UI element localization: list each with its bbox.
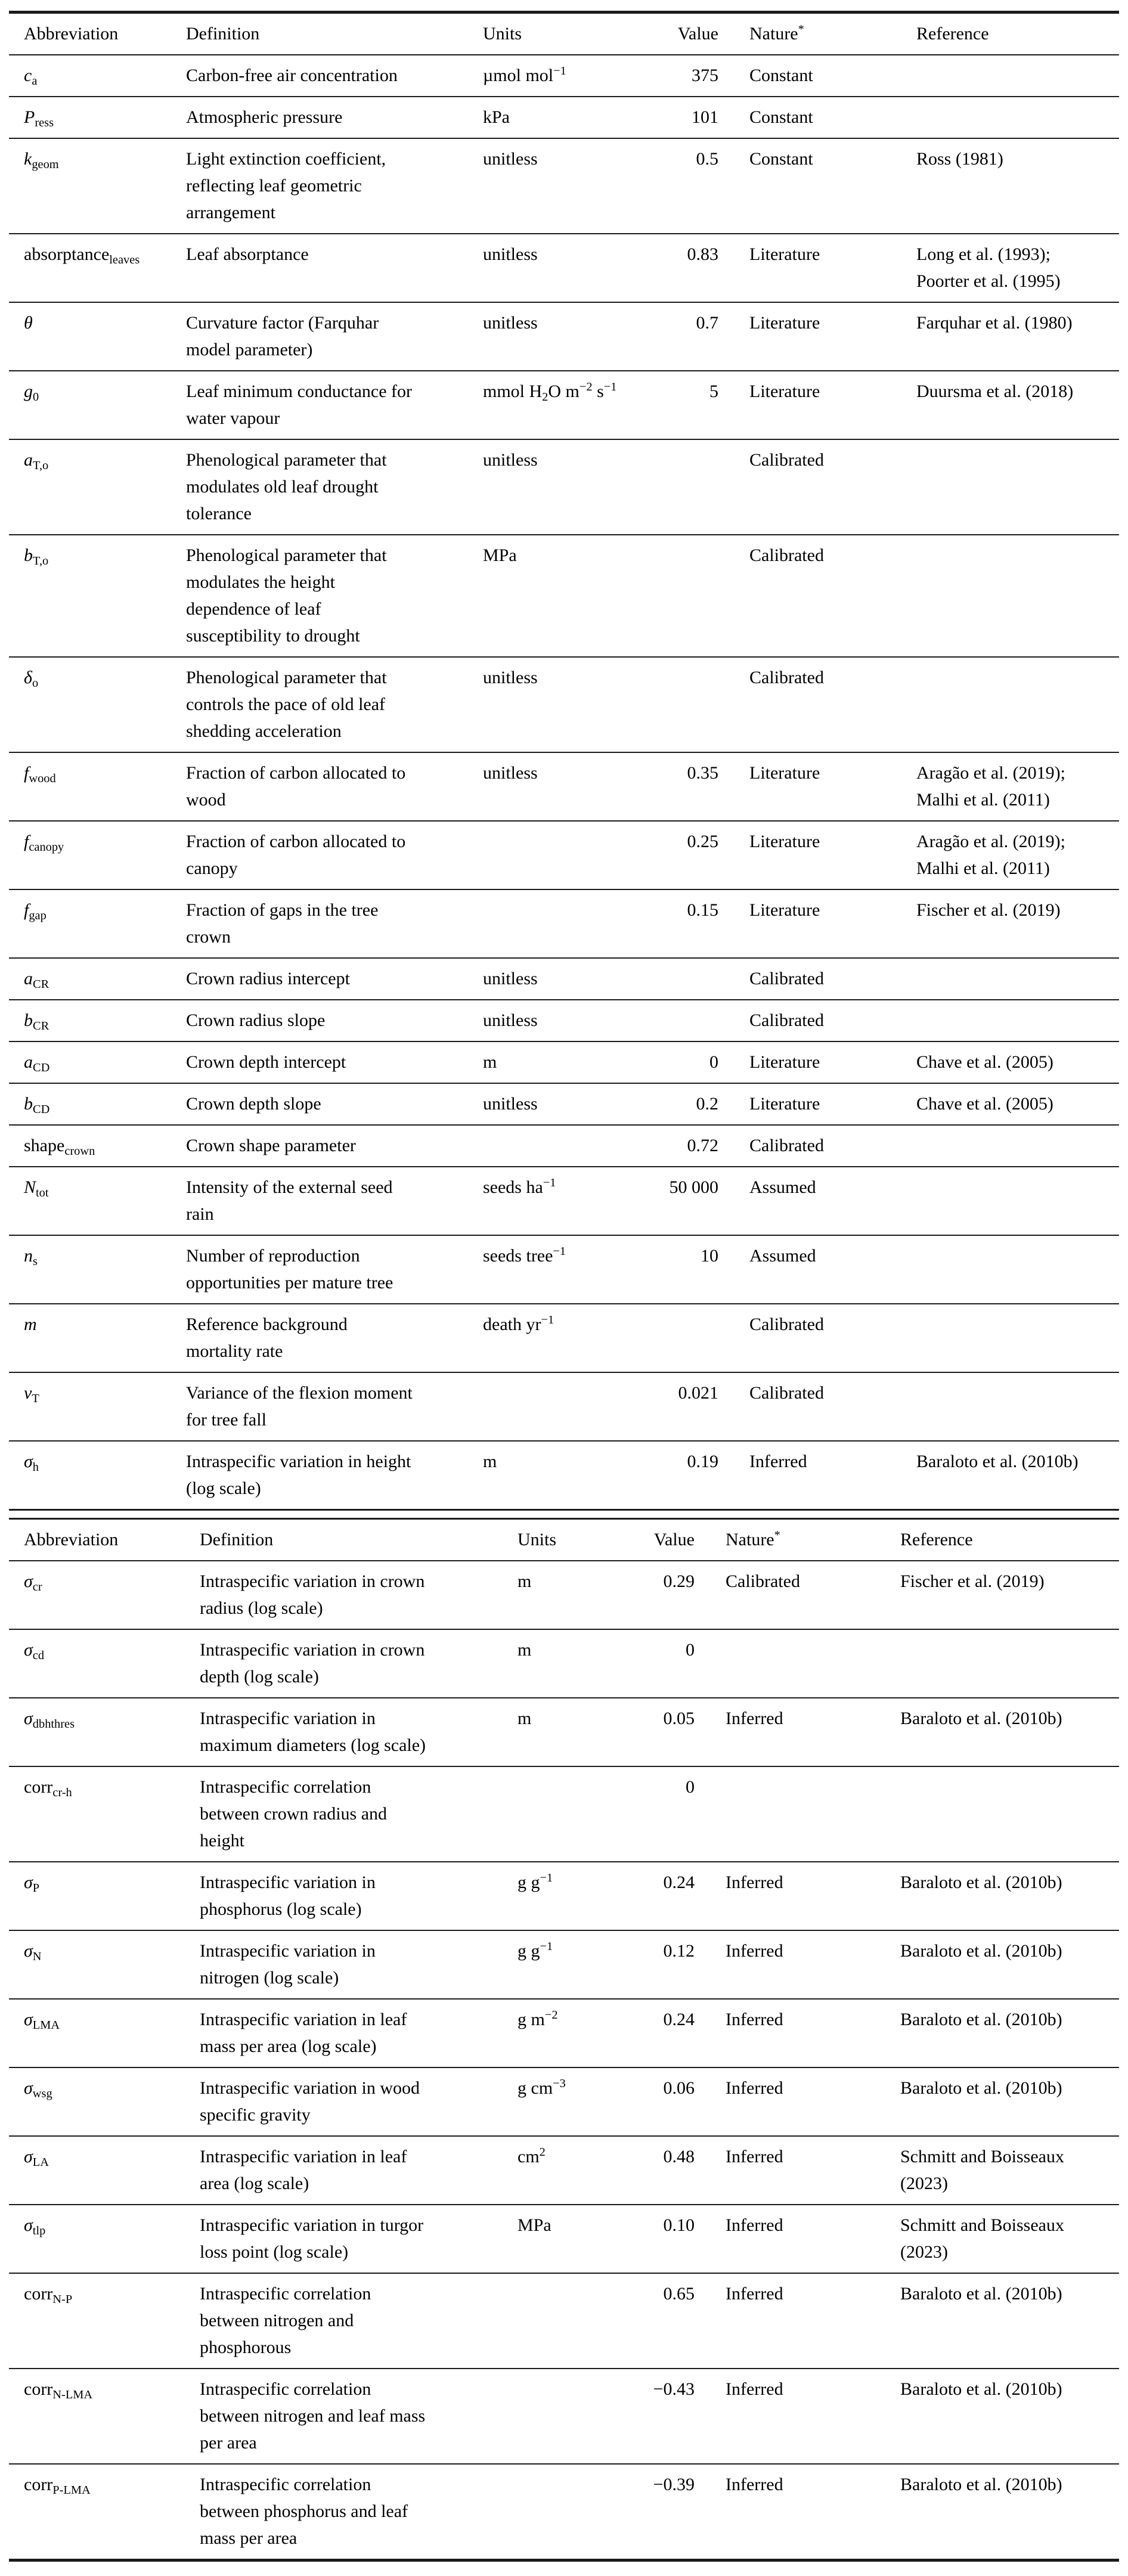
nature-cell xyxy=(695,1766,900,1862)
table-body-section-2 xyxy=(9,1561,1119,2560)
reference-cell xyxy=(916,1235,1119,1304)
nature-cell: Calibrated xyxy=(718,958,916,1000)
reference-cell: Duursma et al. (2018) xyxy=(916,371,1119,439)
abbreviation-cell: corr$_{N-P}$ xyxy=(9,2273,200,2369)
header-reference: Reference xyxy=(900,1530,973,1549)
abbreviation-cell: θ xyxy=(9,302,186,371)
nature-cell: Inferred xyxy=(695,2369,900,2464)
abbreviation-cell: $v_T$ xyxy=(9,1372,186,1441)
reference-cell: Chave et al. (2005) xyxy=(916,1041,1119,1083)
definition-cell: Intraspecific variation in height (log scale) xyxy=(186,1441,483,1510)
abbreviation-cell: $\sigma_{LA}$ xyxy=(9,2136,200,2205)
value-cell: 0.24 xyxy=(641,1999,695,2067)
nature-cell: Literature xyxy=(718,821,916,889)
reference-cell xyxy=(916,958,1119,1000)
abbreviation-cell: $f_{canopy}$ xyxy=(9,821,186,889)
nature-cell: Inferred xyxy=(695,2205,900,2273)
reference-cell: Baraloto et al. (2010b) xyxy=(900,2369,1119,2464)
units-cell: unitless xyxy=(483,1000,650,1041)
definition-cell: Intraspecific correlation between nitrogen and phosphorous xyxy=(200,2273,517,2369)
abbreviation-cell: corr$_{P-LMA}$ xyxy=(9,2464,200,2560)
units-cell xyxy=(483,1125,650,1167)
nature-cell: Calibrated xyxy=(718,1125,916,1167)
header-row xyxy=(9,13,1119,55)
header-abbreviation: Abbreviation xyxy=(24,1530,119,1549)
units-cell: g $g^{-1}$ xyxy=(517,1930,641,1999)
abbreviation-cell: m xyxy=(9,1304,186,1372)
reference-cell xyxy=(916,657,1119,752)
units-cell: g $m^{-2}$ xyxy=(517,1999,641,2067)
header-units: Units xyxy=(517,1530,557,1549)
reference-cell xyxy=(916,1167,1119,1235)
nature-cell: Inferred xyxy=(695,2067,900,2136)
units-cell: mmol $H_2O$ $m^{-2}$ $s^{-1}$ xyxy=(483,371,650,439)
header-definition: Definition xyxy=(200,1530,274,1549)
definition-cell: Intraspecific variation in leaf area (log scale) xyxy=(200,2136,517,2205)
units-cell: seeds $ha^{-1}$ xyxy=(483,1167,650,1235)
definition-cell: Reference background mortality rate xyxy=(186,1304,483,1372)
abbreviation-cell: $\sigma_{cd}$ xyxy=(9,1629,200,1698)
definition-cell: Number of reproduction opportunities per mature tree xyxy=(186,1235,483,1304)
value-cell: 50 000 xyxy=(650,1167,718,1235)
table-row xyxy=(9,138,1119,234)
reference-cell: Baraloto et al. (2010b) xyxy=(900,1999,1119,2067)
nature-cell: Literature xyxy=(718,889,916,958)
units-cell xyxy=(517,2369,641,2464)
definition-cell: Fraction of carbon allocated to wood xyxy=(186,752,483,821)
reference-cell: Schmitt and Boisseaux (2023) xyxy=(900,2136,1119,2205)
table-row xyxy=(9,234,1119,302)
reference-cell xyxy=(916,1125,1119,1167)
table-row xyxy=(9,2136,1119,2205)
table-row xyxy=(9,1441,1119,1510)
table-row xyxy=(9,1372,1119,1441)
table-row xyxy=(9,1766,1119,1862)
units-cell: g $g^{-1}$ xyxy=(517,1862,641,1930)
table-row xyxy=(9,1000,1119,1041)
nature-cell: Inferred xyxy=(718,1441,916,1510)
nature-cell: Calibrated xyxy=(718,535,916,657)
table-row xyxy=(9,302,1119,371)
units-cell: unitless xyxy=(483,302,650,371)
abbreviation-cell: $b_{CD}$ xyxy=(9,1083,186,1125)
reference-cell: Baraloto et al. (2010b) xyxy=(900,2464,1119,2560)
reference-cell xyxy=(916,439,1119,535)
reference-cell xyxy=(916,55,1119,97)
table-row xyxy=(9,1125,1119,1167)
header-nature: Nature* xyxy=(749,22,804,44)
definition-cell: Intraspecific variation in wood specific gravity xyxy=(200,2067,517,2136)
header-units: Units xyxy=(483,24,522,44)
nature-cell: Constant xyxy=(718,97,916,138)
units-cell: m xyxy=(483,1041,650,1083)
nature-cell: Assumed xyxy=(718,1235,916,1304)
value-cell xyxy=(650,1304,718,1372)
value-cell: 0.15 xyxy=(650,889,718,958)
value-cell: 0.35 xyxy=(650,752,718,821)
value-cell xyxy=(650,657,718,752)
units-cell: kPa xyxy=(483,97,650,138)
reference-cell xyxy=(916,1304,1119,1372)
table-row xyxy=(9,1930,1119,1999)
value-cell: −0.43 xyxy=(641,2369,695,2464)
definition-cell: Light extinction coefficient, reflecting leaf geometric arrangement xyxy=(186,138,483,234)
units-cell: m xyxy=(517,1629,641,1698)
abbreviation-cell: $f_{wood}$ xyxy=(9,752,186,821)
nature-cell: Constant xyxy=(718,138,916,234)
units-cell: m xyxy=(517,1698,641,1766)
abbreviation-cell: $\sigma_{cr}$ xyxy=(9,1561,200,1629)
reference-cell: Ross (1981) xyxy=(916,138,1119,234)
abbreviation-cell: $\delta_o$ xyxy=(9,657,186,752)
units-cell: m xyxy=(517,1561,641,1629)
abbreviation-cell: $n_s$ xyxy=(9,1235,186,1304)
units-cell: MPa xyxy=(517,2205,641,2273)
definition-cell: Fraction of carbon allocated to canopy xyxy=(186,821,483,889)
definition-cell: Intraspecific variation in turgor loss point (log scale) xyxy=(200,2205,517,2273)
value-cell: 101 xyxy=(650,97,718,138)
units-cell xyxy=(517,2273,641,2369)
units-cell: unitless xyxy=(483,752,650,821)
reference-cell xyxy=(900,1629,1119,1698)
table-row xyxy=(9,1304,1119,1372)
abbreviation-cell: $\sigma_N$ xyxy=(9,1930,200,1999)
parameter-table-section-2 xyxy=(9,1518,1119,2562)
table-row xyxy=(9,535,1119,657)
value-cell xyxy=(650,535,718,657)
definition-cell: Intraspecific variation in leaf mass per area (log scale) xyxy=(200,1999,517,2067)
header-value: Value xyxy=(653,1530,695,1549)
units-cell: unitless xyxy=(483,1083,650,1125)
nature-cell: Calibrated xyxy=(718,439,916,535)
table-row xyxy=(9,1235,1119,1304)
table-row xyxy=(9,55,1119,97)
table-row xyxy=(9,1167,1119,1235)
definition-cell: Phenological parameter that controls the pace of old leaf shedding acceleration xyxy=(186,657,483,752)
table-row xyxy=(9,439,1119,535)
units-cell: unitless xyxy=(483,234,650,302)
nature-cell: Literature xyxy=(718,234,916,302)
abbreviation-cell: $\sigma_{tlp}$ xyxy=(9,2205,200,2273)
table-row xyxy=(9,958,1119,1000)
table-row xyxy=(9,2273,1119,2369)
abbreviation-cell: shape$_{crown}$ xyxy=(9,1125,186,1167)
definition-cell: Crown depth intercept xyxy=(186,1041,483,1083)
abbreviation-cell: $a_{CR}$ xyxy=(9,958,186,1000)
reference-cell: Farquhar et al. (1980) xyxy=(916,302,1119,371)
header-row xyxy=(9,1519,1119,1561)
value-cell: 0.2 xyxy=(650,1083,718,1125)
value-cell: 0.83 xyxy=(650,234,718,302)
table-row xyxy=(9,2369,1119,2464)
value-cell: 0.19 xyxy=(650,1441,718,1510)
value-cell: 5 xyxy=(650,371,718,439)
nature-cell xyxy=(695,1629,900,1698)
value-cell: 0.12 xyxy=(641,1930,695,1999)
definition-cell: Intraspecific variation in nitrogen (log scale) xyxy=(200,1930,517,1999)
value-cell: 0.10 xyxy=(641,2205,695,2273)
units-cell: µmol mol$^{-1}$ xyxy=(483,55,650,97)
definition-cell: Atmospheric pressure xyxy=(186,97,483,138)
value-cell: 0.5 xyxy=(650,138,718,234)
nature-cell: Calibrated xyxy=(718,1304,916,1372)
nature-cell: Literature xyxy=(718,371,916,439)
value-cell: 375 xyxy=(650,55,718,97)
value-cell: −0.39 xyxy=(641,2464,695,2560)
definition-cell: Crown radius slope xyxy=(186,1000,483,1041)
units-cell: unitless xyxy=(483,439,650,535)
table-row xyxy=(9,2067,1119,2136)
header-abbreviation: Abbreviation xyxy=(24,24,119,44)
value-cell: 0 xyxy=(641,1766,695,1862)
abbreviation-cell: $P_{ress}$ xyxy=(9,97,186,138)
definition-cell: Intraspecific correlation between phosphorus and leaf mass per area xyxy=(200,2464,517,2560)
value-cell: 0.24 xyxy=(641,1862,695,1930)
value-cell xyxy=(650,958,718,1000)
definition-cell: Crown radius intercept xyxy=(186,958,483,1000)
abbreviation-cell: $\sigma_{dbhthres}$ xyxy=(9,1698,200,1766)
reference-cell xyxy=(916,1372,1119,1441)
abbreviation-cell: $k_{geom}$ xyxy=(9,138,186,234)
abbreviation-cell: $a_{T,o}$ xyxy=(9,439,186,535)
abbreviation-cell: corr$_{cr-h}$ xyxy=(9,1766,200,1862)
units-cell: g $cm^{-3}$ xyxy=(517,2067,641,2136)
abbreviation-cell: corr$_{N-LMA}$ xyxy=(9,2369,200,2464)
value-cell: 0.021 xyxy=(650,1372,718,1441)
definition-cell: Phenological parameter that modulates the height dependence of leaf susceptibility to drought xyxy=(186,535,483,657)
table-row xyxy=(9,1561,1119,1629)
definition-cell: Variance of the flexion moment for tree fall xyxy=(186,1372,483,1441)
definition-cell: Crown depth slope xyxy=(186,1083,483,1125)
value-cell xyxy=(650,439,718,535)
abbreviation-cell: $\sigma_{LMA}$ xyxy=(9,1999,200,2067)
nature-cell: Inferred xyxy=(695,1698,900,1766)
reference-cell: Baraloto et al. (2010b) xyxy=(900,1698,1119,1766)
table-row xyxy=(9,97,1119,138)
nature-cell: Calibrated xyxy=(718,1000,916,1041)
table-row xyxy=(9,821,1119,889)
table-row xyxy=(9,1862,1119,1930)
reference-cell: Fischer et al. (2019) xyxy=(916,889,1119,958)
table-row xyxy=(9,1629,1119,1698)
header-nature: Nature* xyxy=(726,1528,780,1549)
definition-cell: Crown shape parameter xyxy=(186,1125,483,1167)
reference-cell: Aragão et al. (2019); Malhi et al. (2011) xyxy=(916,821,1119,889)
nature-cell: Assumed xyxy=(718,1167,916,1235)
reference-cell: Baraloto et al. (2010b) xyxy=(900,2067,1119,2136)
nature-cell: Literature xyxy=(718,752,916,821)
table-row xyxy=(9,1083,1119,1125)
value-cell: 0.7 xyxy=(650,302,718,371)
table-row xyxy=(9,1698,1119,1766)
nature-cell: Calibrated xyxy=(718,1372,916,1441)
definition-cell: Phenological parameter that modulates old leaf drought tolerance xyxy=(186,439,483,535)
units-cell xyxy=(517,1766,641,1862)
reference-cell: Aragão et al. (2019); Malhi et al. (2011) xyxy=(916,752,1119,821)
nature-cell: Calibrated xyxy=(695,1561,900,1629)
abbreviation-cell: $f_{gap}$ xyxy=(9,889,186,958)
header-definition: Definition xyxy=(186,24,260,44)
table-row xyxy=(9,2464,1119,2560)
value-cell: 0.25 xyxy=(650,821,718,889)
table-body-section-1 xyxy=(9,55,1119,1510)
parameters-table xyxy=(9,11,1119,2562)
value-cell: 0.29 xyxy=(641,1561,695,1629)
abbreviation-cell: $N_{tot}$ xyxy=(9,1167,186,1235)
definition-cell: Intraspecific correlation between crown radius and height xyxy=(200,1766,517,1862)
units-cell: seeds tree$^{-1}$ xyxy=(483,1235,650,1304)
table-header-row-2 xyxy=(9,1519,1119,1561)
definition-cell: Intraspecific variation in crown radius (log scale) xyxy=(200,1561,517,1629)
reference-cell: Baraloto et al. (2010b) xyxy=(900,2273,1119,2369)
value-cell: 0.65 xyxy=(641,2273,695,2369)
definition-cell: Curvature factor (Farquhar model parameter) xyxy=(186,302,483,371)
nature-cell: Inferred xyxy=(695,1930,900,1999)
abbreviation-cell: $a_{CD}$ xyxy=(9,1041,186,1083)
nature-cell: Literature xyxy=(718,1083,916,1125)
reference-cell: Fischer et al. (2019) xyxy=(900,1561,1119,1629)
section-divider-gap xyxy=(9,1511,1119,1518)
nature-cell: Inferred xyxy=(695,1999,900,2067)
units-cell: $cm^2$ xyxy=(517,2136,641,2205)
nature-cell: Inferred xyxy=(695,2464,900,2560)
definition-cell: Intensity of the external seed rain xyxy=(186,1167,483,1235)
abbreviation-cell: $\sigma_h$ xyxy=(9,1441,186,1510)
table-row xyxy=(9,371,1119,439)
value-cell: 0 xyxy=(641,1629,695,1698)
abbreviation-cell: $g_0$ xyxy=(9,371,186,439)
nature-cell: Inferred xyxy=(695,2273,900,2369)
reference-cell: Long et al. (1993); Poorter et al. (1995) xyxy=(916,234,1119,302)
reference-cell xyxy=(916,535,1119,657)
abbreviation-cell: $c_a$ xyxy=(9,55,186,97)
units-cell: unitless xyxy=(483,958,650,1000)
abbreviation-cell: $\sigma_{wsg}$ xyxy=(9,2067,200,2136)
value-cell: 0.72 xyxy=(650,1125,718,1167)
value-cell: 0.48 xyxy=(641,2136,695,2205)
nature-cell: Literature xyxy=(718,1041,916,1083)
definition-cell: Leaf absorptance xyxy=(186,234,483,302)
reference-cell xyxy=(916,1000,1119,1041)
definition-cell: Intraspecific correlation between nitrogen and leaf mass per area xyxy=(200,2369,517,2464)
nature-cell: Constant xyxy=(718,55,916,97)
table-row xyxy=(9,889,1119,958)
value-cell: 10 xyxy=(650,1235,718,1304)
abbreviation-cell: absorptance$_{leaves}$ xyxy=(9,234,186,302)
reference-cell: Baraloto et al. (2010b) xyxy=(900,1862,1119,1930)
reference-cell xyxy=(916,97,1119,138)
definition-cell: Intraspecific variation in phosphorus (log scale) xyxy=(200,1862,517,1930)
units-cell: MPa xyxy=(483,535,650,657)
definition-cell: Leaf minimum conductance for water vapour xyxy=(186,371,483,439)
units-cell: unitless xyxy=(483,657,650,752)
units-cell xyxy=(483,889,650,958)
reference-cell xyxy=(900,1766,1119,1862)
abbreviation-cell: $b_{CR}$ xyxy=(9,1000,186,1041)
nature-cell: Inferred xyxy=(695,2136,900,2205)
header-reference: Reference xyxy=(916,24,989,44)
units-cell xyxy=(483,1372,650,1441)
table-row xyxy=(9,1041,1119,1083)
units-cell xyxy=(517,2464,641,2560)
definition-cell: Fraction of gaps in the tree crown xyxy=(186,889,483,958)
abbreviation-cell: $\sigma_P$ xyxy=(9,1862,200,1930)
reference-cell: Baraloto et al. (2010b) xyxy=(916,1441,1119,1510)
value-cell: 0 xyxy=(650,1041,718,1083)
units-cell xyxy=(483,821,650,889)
value-cell xyxy=(650,1000,718,1041)
reference-cell: Chave et al. (2005) xyxy=(916,1083,1119,1125)
definition-cell: Intraspecific variation in crown depth (log scale) xyxy=(200,1629,517,1698)
table-header-row-1 xyxy=(9,13,1119,55)
definition-cell: Intraspecific variation in maximum diameters (log scale) xyxy=(200,1698,517,1766)
reference-cell: Schmitt and Boisseaux (2023) xyxy=(900,2205,1119,2273)
table-row xyxy=(9,1999,1119,2067)
table-row xyxy=(9,657,1119,752)
value-cell: 0.06 xyxy=(641,2067,695,2136)
value-cell: 0.05 xyxy=(641,1698,695,1766)
table-row xyxy=(9,2205,1119,2273)
nature-cell: Calibrated xyxy=(718,657,916,752)
nature-cell: Literature xyxy=(718,302,916,371)
reference-cell: Baraloto et al. (2010b) xyxy=(900,1930,1119,1999)
table-row xyxy=(9,752,1119,821)
parameter-table-section-1 xyxy=(9,11,1119,1511)
header-value: Value xyxy=(677,24,718,44)
units-cell: m xyxy=(483,1441,650,1510)
nature-cell: Inferred xyxy=(695,1862,900,1930)
abbreviation-cell: $b_{T,o}$ xyxy=(9,535,186,657)
definition-cell: Carbon-free air concentration xyxy=(186,55,483,97)
units-cell: unitless xyxy=(483,138,650,234)
units-cell: death $yr^{-1}$ xyxy=(483,1304,650,1372)
